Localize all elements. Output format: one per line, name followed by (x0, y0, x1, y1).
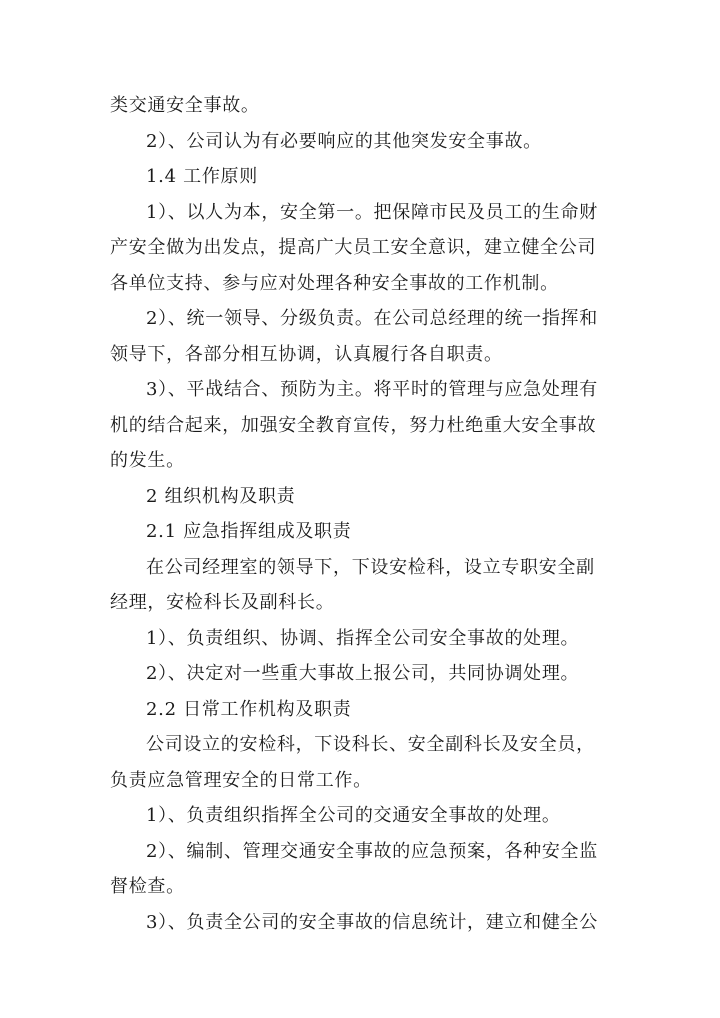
text-line: 2）、公司认为有必要响应的其他突发安全事故。 (146, 131, 542, 152)
text-line: 在公司经理室的领导下，下设安检科，设立专职安全副 (146, 557, 595, 578)
text-line: 经理，安检科长及副科长。 (110, 592, 335, 613)
section-heading: 2.2 日常工作机构及职责 (146, 699, 352, 720)
text-line: 2）、统一领导、分级负责。在公司总经理的统一指挥和 (146, 308, 598, 329)
text-line: 2）、编制、管理交通安全事故的应急预案，各种安全监 (146, 841, 598, 862)
text-line: 负责应急管理安全的日常工作。 (110, 770, 372, 791)
text-line: 产安全做为出发点，提高广大员工安全意识，建立健全公司 (110, 237, 597, 258)
text-line: 的发生。 (110, 450, 185, 471)
section-heading: 2 组织机构及职责 (146, 486, 296, 507)
text-line: 类交通安全事故。 (110, 95, 260, 116)
text-line: 督检查。 (110, 876, 185, 897)
section-heading: 2.1 应急指挥组成及职责 (146, 521, 352, 542)
text-line: 2）、决定对一些重大事故上报公司，共同协调处理。 (146, 663, 580, 684)
text-line: 1）、负责组织指挥全公司的交通安全事故的处理。 (146, 805, 561, 826)
text-line: 领导下，各部分相互协调，认真履行各自职责。 (110, 344, 503, 365)
text-line: 公司设立的安检科，下设科长、安全副科长及安全员， (146, 734, 595, 755)
text-line: 1）、以人为本，安全第一。把保障市民及员工的生命财 (146, 202, 598, 223)
section-heading: 1.4 工作原则 (146, 166, 258, 187)
text-line: 机的结合起来，加强安全教育宣传，努力杜绝重大安全事故 (110, 415, 597, 436)
text-line: 3）、负责全公司的安全事故的信息统计，建立和健全公 (146, 912, 598, 933)
text-line: 各单位支持、参与应对处理各种安全事故的工作机制。 (110, 273, 559, 294)
text-line: 3）、平战结合、预防为主。将平时的管理与应急处理有 (146, 379, 598, 400)
text-line: 1）、负责组织、协调、指挥全公司安全事故的处理。 (146, 628, 580, 649)
